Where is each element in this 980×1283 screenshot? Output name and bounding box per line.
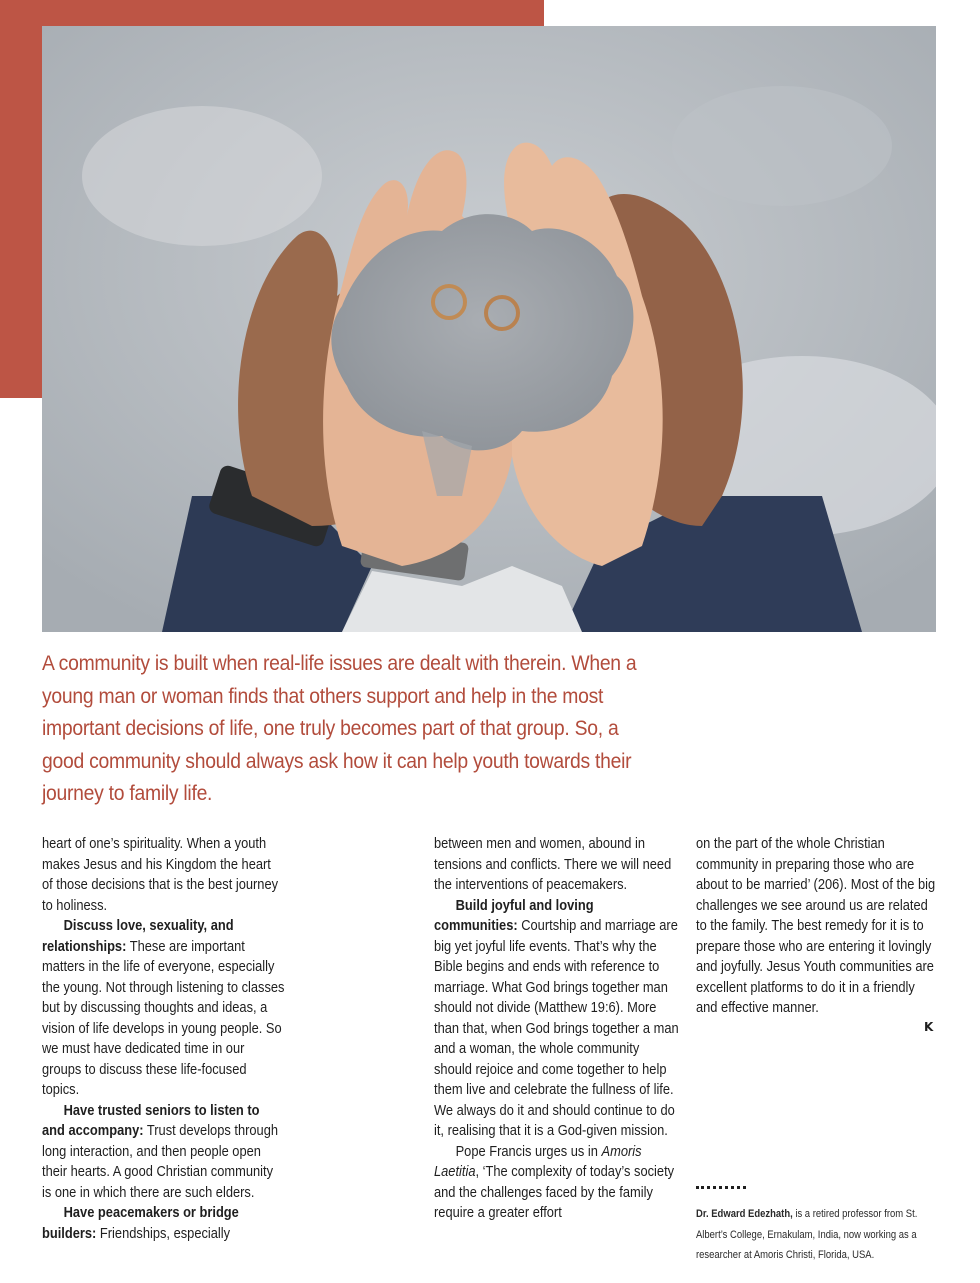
subheading-seniors: Have trusted seniors to listen to and accompany: [42, 1102, 260, 1139]
hands-holding-sand-with-rings-image [42, 26, 936, 632]
bio-divider [696, 1186, 746, 1195]
book-title: Amoris Laetitia [434, 1143, 642, 1180]
paragraph: between men and women, abound in tensions and conflicts. There we will need the interventions of peacemakers. [434, 836, 672, 893]
paragraph: on the part of the whole Christian community in preparing those who are about to be married’ (206). Most of the big challenges we see around us are related to the family. The best remedy for it is to prepare those who are entering it lovingly and joyfully. Jesus Youth communities are excellent platforms to do it in a friendly and effective manner. [696, 836, 936, 1016]
author-bio: Dr. Edward Edezhath, is a retired professor from St. Albert’s College, Ernakulam, India, now working as a researcher at Amoris Christi, Florida, USA. [696, 1208, 918, 1261]
pull-quote: A community is built when real-life issues are dealt with therein. When a young man or woman finds that others support and help in the most important decisions of life, one truly becomes part of that group. So, a good community should always ask how it can help youth towards their journey to family life. [42, 651, 637, 805]
paragraph-seniors: Have trusted seniors to listen to and accompany: Trust develops through long interaction, and then people open their hearts. A good Christian community is one in which there are such elders. [42, 1102, 279, 1201]
author-name: Dr. Edward Edezhath, [696, 1208, 793, 1220]
article-column-2 [434, 834, 679, 1224]
subheading-build: Build joyful and loving communities: [434, 897, 594, 934]
subheading-love: Discuss love, sexuality, and relationships: [42, 918, 234, 955]
article-column-3 [696, 834, 939, 1019]
article-column-1 [42, 834, 285, 1244]
subheading-peacemakers: Have peacemakers or bridge builders: [42, 1205, 239, 1242]
paragraph-pope: Pope Francis urges us in Amoris Laetitia, ‘The complexity of today’s society and the challenges faced by the family require a greater effort [434, 1143, 675, 1221]
paragraph: heart of one’s spirituality. When a youth makes Jesus and his Kingdom the heart of those decisions that is the best journey to holiness. [42, 836, 279, 914]
paragraph-build: Build joyful and loving communities: Courtship and marriage are big yet joyful life events. That’s why the Bible begins and ends with reference to marriage. What God brings together man should not divide (Matthew 19:6). More than that, when God brings together a man and a woman, the whole community should rejoice and come together to help them live and celebrate the fullness of life. We always do it and should continue to do it, realising that it is a God-given mission. [434, 897, 679, 1139]
paragraph-peacemakers: Have peacemakers or bridge builders: Friendships, especially [42, 1205, 239, 1242]
end-of-article-mark: K [924, 1020, 934, 1034]
hero-photo [42, 26, 936, 632]
paragraph-love: Discuss love, sexuality, and relationships: These are important matters in the life of everyone, especially the young. Not through listening to classes but by discussing thoughts and ideas, a vision of life develops in young people. So we must have dedicated time in our groups to discuss these life-focused topics. [42, 918, 285, 1098]
